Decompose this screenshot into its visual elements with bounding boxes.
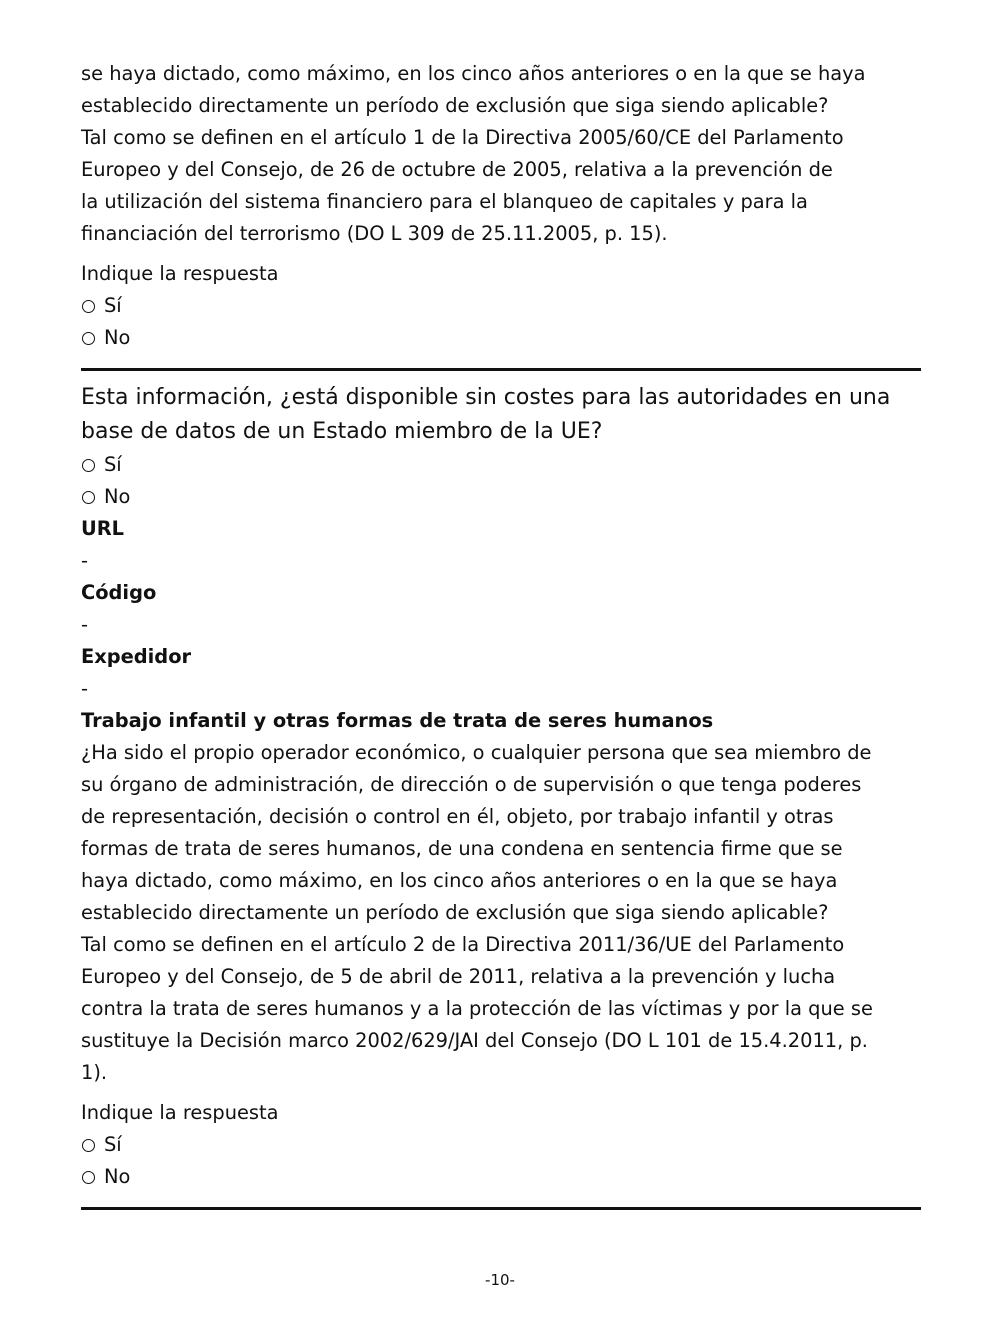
radio-label: Sí [104,1133,122,1156]
text-line: la utilización del sistema financiero para el blanqueo de capitales y para la [81,190,808,213]
radio-option-no[interactable] [81,1161,921,1193]
url-value: - [81,549,88,572]
document-page [81,58,921,1220]
radio-label: No [104,326,131,349]
text-line: contra la trata de seres humanos y a la protección de las víctimas y por la que se [81,997,873,1020]
text-line: establecido directamente un período de exclusión que siga siendo aplicable? [81,94,829,117]
radio-circle-icon[interactable] [82,300,95,313]
issuer-value: - [81,677,88,700]
radio-circle-icon[interactable] [82,332,95,345]
url-label: URL [81,517,125,540]
code-label: Código [81,581,157,604]
section-divider [81,1207,921,1210]
text-line: de representación, decisión o control en él, objeto, por trabajo infantil y otras [81,805,834,828]
radio-option-no[interactable] [81,322,921,354]
radio-label: No [104,485,131,508]
text-line: Tal como se definen en el artículo 1 de la Directiva 2005/60/CE del Parlamento [81,126,844,149]
text-line: sustituye la Decisión marco 2002/629/JAI del Consejo (DO L 101 de 15.4.2011, p. [81,1029,868,1052]
text-line: Europeo y del Consejo, de 26 de octubre de 2005, relativa a la prevención de [81,158,833,181]
radio-circle-icon[interactable] [82,1139,95,1152]
section-heading: Trabajo infantil y otras formas de trata de seres humanos [81,709,714,732]
radio-label: No [104,1165,131,1188]
issuer-label: Expedidor [81,645,192,668]
answer-label: Indique la respuesta [81,1101,279,1124]
block2-text [81,737,921,1089]
radio-circle-icon[interactable] [82,1171,95,1184]
text-line: Tal como se definen en el artículo 2 de la Directiva 2011/36/UE del Parlamento [81,933,845,956]
page-number: -10- [485,1271,515,1289]
text-line: haya dictado, como máximo, en los cinco años anteriores o en la que se haya [81,869,838,892]
text-line: financiación del terrorismo (DO L 309 de 25.11.2005, p. 15). [81,222,668,245]
text-line: su órgano de administración, de dirección o de supervisión o que tenga poderes [81,773,862,796]
radio-circle-icon[interactable] [82,459,95,472]
text-line: formas de trata de seres humanos, de una condena en sentencia firme que se [81,837,843,860]
radio-label: Sí [104,294,122,317]
text-line: establecido directamente un período de exclusión que siga siendo aplicable? [81,901,829,924]
radio-option-no[interactable] [81,481,921,513]
text-line: Europeo y del Consejo, de 5 de abril de 2011, relativa a la prevención y lucha [81,965,836,988]
block1-text [81,58,921,250]
text-line: se haya dictado, como máximo, en los cinco años anteriores o en la que se haya [81,62,866,85]
radio-option-yes[interactable] [81,449,921,481]
radio-label: Sí [104,453,122,476]
text-line: 1). [81,1061,108,1084]
spacer [81,250,921,258]
radio-circle-icon[interactable] [82,491,95,504]
code-value: - [81,613,88,636]
availability-question: Esta información, ¿está disponible sin costes para las autoridades en una base de datos de un Estado miembro de la UE? [81,385,891,444]
answer-label: Indique la respuesta [81,262,279,285]
radio-option-yes[interactable] [81,1129,921,1161]
section-divider [81,368,921,371]
spacer [81,1089,921,1097]
text-line: ¿Ha sido el propio operador económico, o cualquier persona que sea miembro de [81,741,872,764]
radio-option-yes[interactable] [81,290,921,322]
